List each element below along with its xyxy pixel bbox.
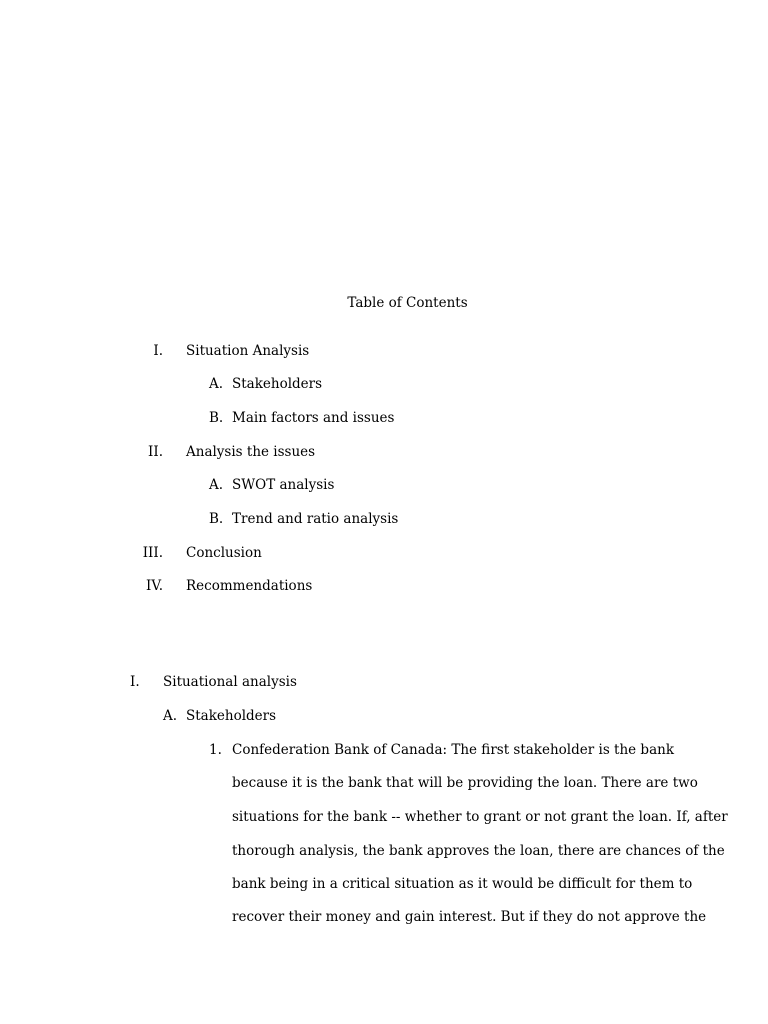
paragraph-line: bank being in a critical situation as it would be difficult for them to bbox=[232, 876, 693, 892]
subsection-title: Stakeholders bbox=[186, 708, 277, 724]
toc-entry: Situation Analysis bbox=[186, 343, 310, 359]
toc-marker: A. bbox=[209, 477, 224, 493]
toc-entry: Analysis the issues bbox=[186, 444, 316, 460]
toc-marker: B. bbox=[209, 511, 224, 527]
paragraph-line: Confederation Bank of Canada: The first stakeholder is the bank bbox=[232, 742, 674, 758]
toc-entry: Conclusion bbox=[186, 545, 262, 561]
subsection-marker: A. bbox=[163, 708, 178, 724]
toc-marker: III. bbox=[142, 545, 163, 561]
toc-entry: Recommendations bbox=[186, 578, 313, 594]
paragraph-line: recover their money and gain interest. But if they do not approve the bbox=[232, 909, 707, 925]
toc-marker: IV. bbox=[145, 578, 163, 594]
toc-marker: A. bbox=[209, 376, 224, 392]
toc-marker: II. bbox=[148, 444, 163, 460]
toc-entry: SWOT analysis bbox=[232, 477, 335, 493]
toc-entry: Main factors and issues bbox=[232, 410, 395, 426]
toc-entry: Stakeholders bbox=[232, 376, 323, 392]
toc-marker: I. bbox=[153, 343, 163, 359]
paragraph-line: situations for the bank -- whether to grant or not grant the loan. If, after bbox=[232, 809, 728, 825]
paragraph-line: thorough analysis, the bank approves the loan, there are chances of the bbox=[232, 843, 725, 859]
toc-marker: B. bbox=[209, 410, 224, 426]
paragraph-line: because it is the bank that will be providing the loan. There are two bbox=[232, 775, 698, 791]
section-title: Situational analysis bbox=[163, 674, 297, 690]
item-marker: 1. bbox=[209, 742, 222, 758]
toc-title: Table of Contents bbox=[347, 295, 468, 311]
section-marker: I. bbox=[130, 674, 140, 690]
toc-entry: Trend and ratio analysis bbox=[232, 511, 399, 527]
